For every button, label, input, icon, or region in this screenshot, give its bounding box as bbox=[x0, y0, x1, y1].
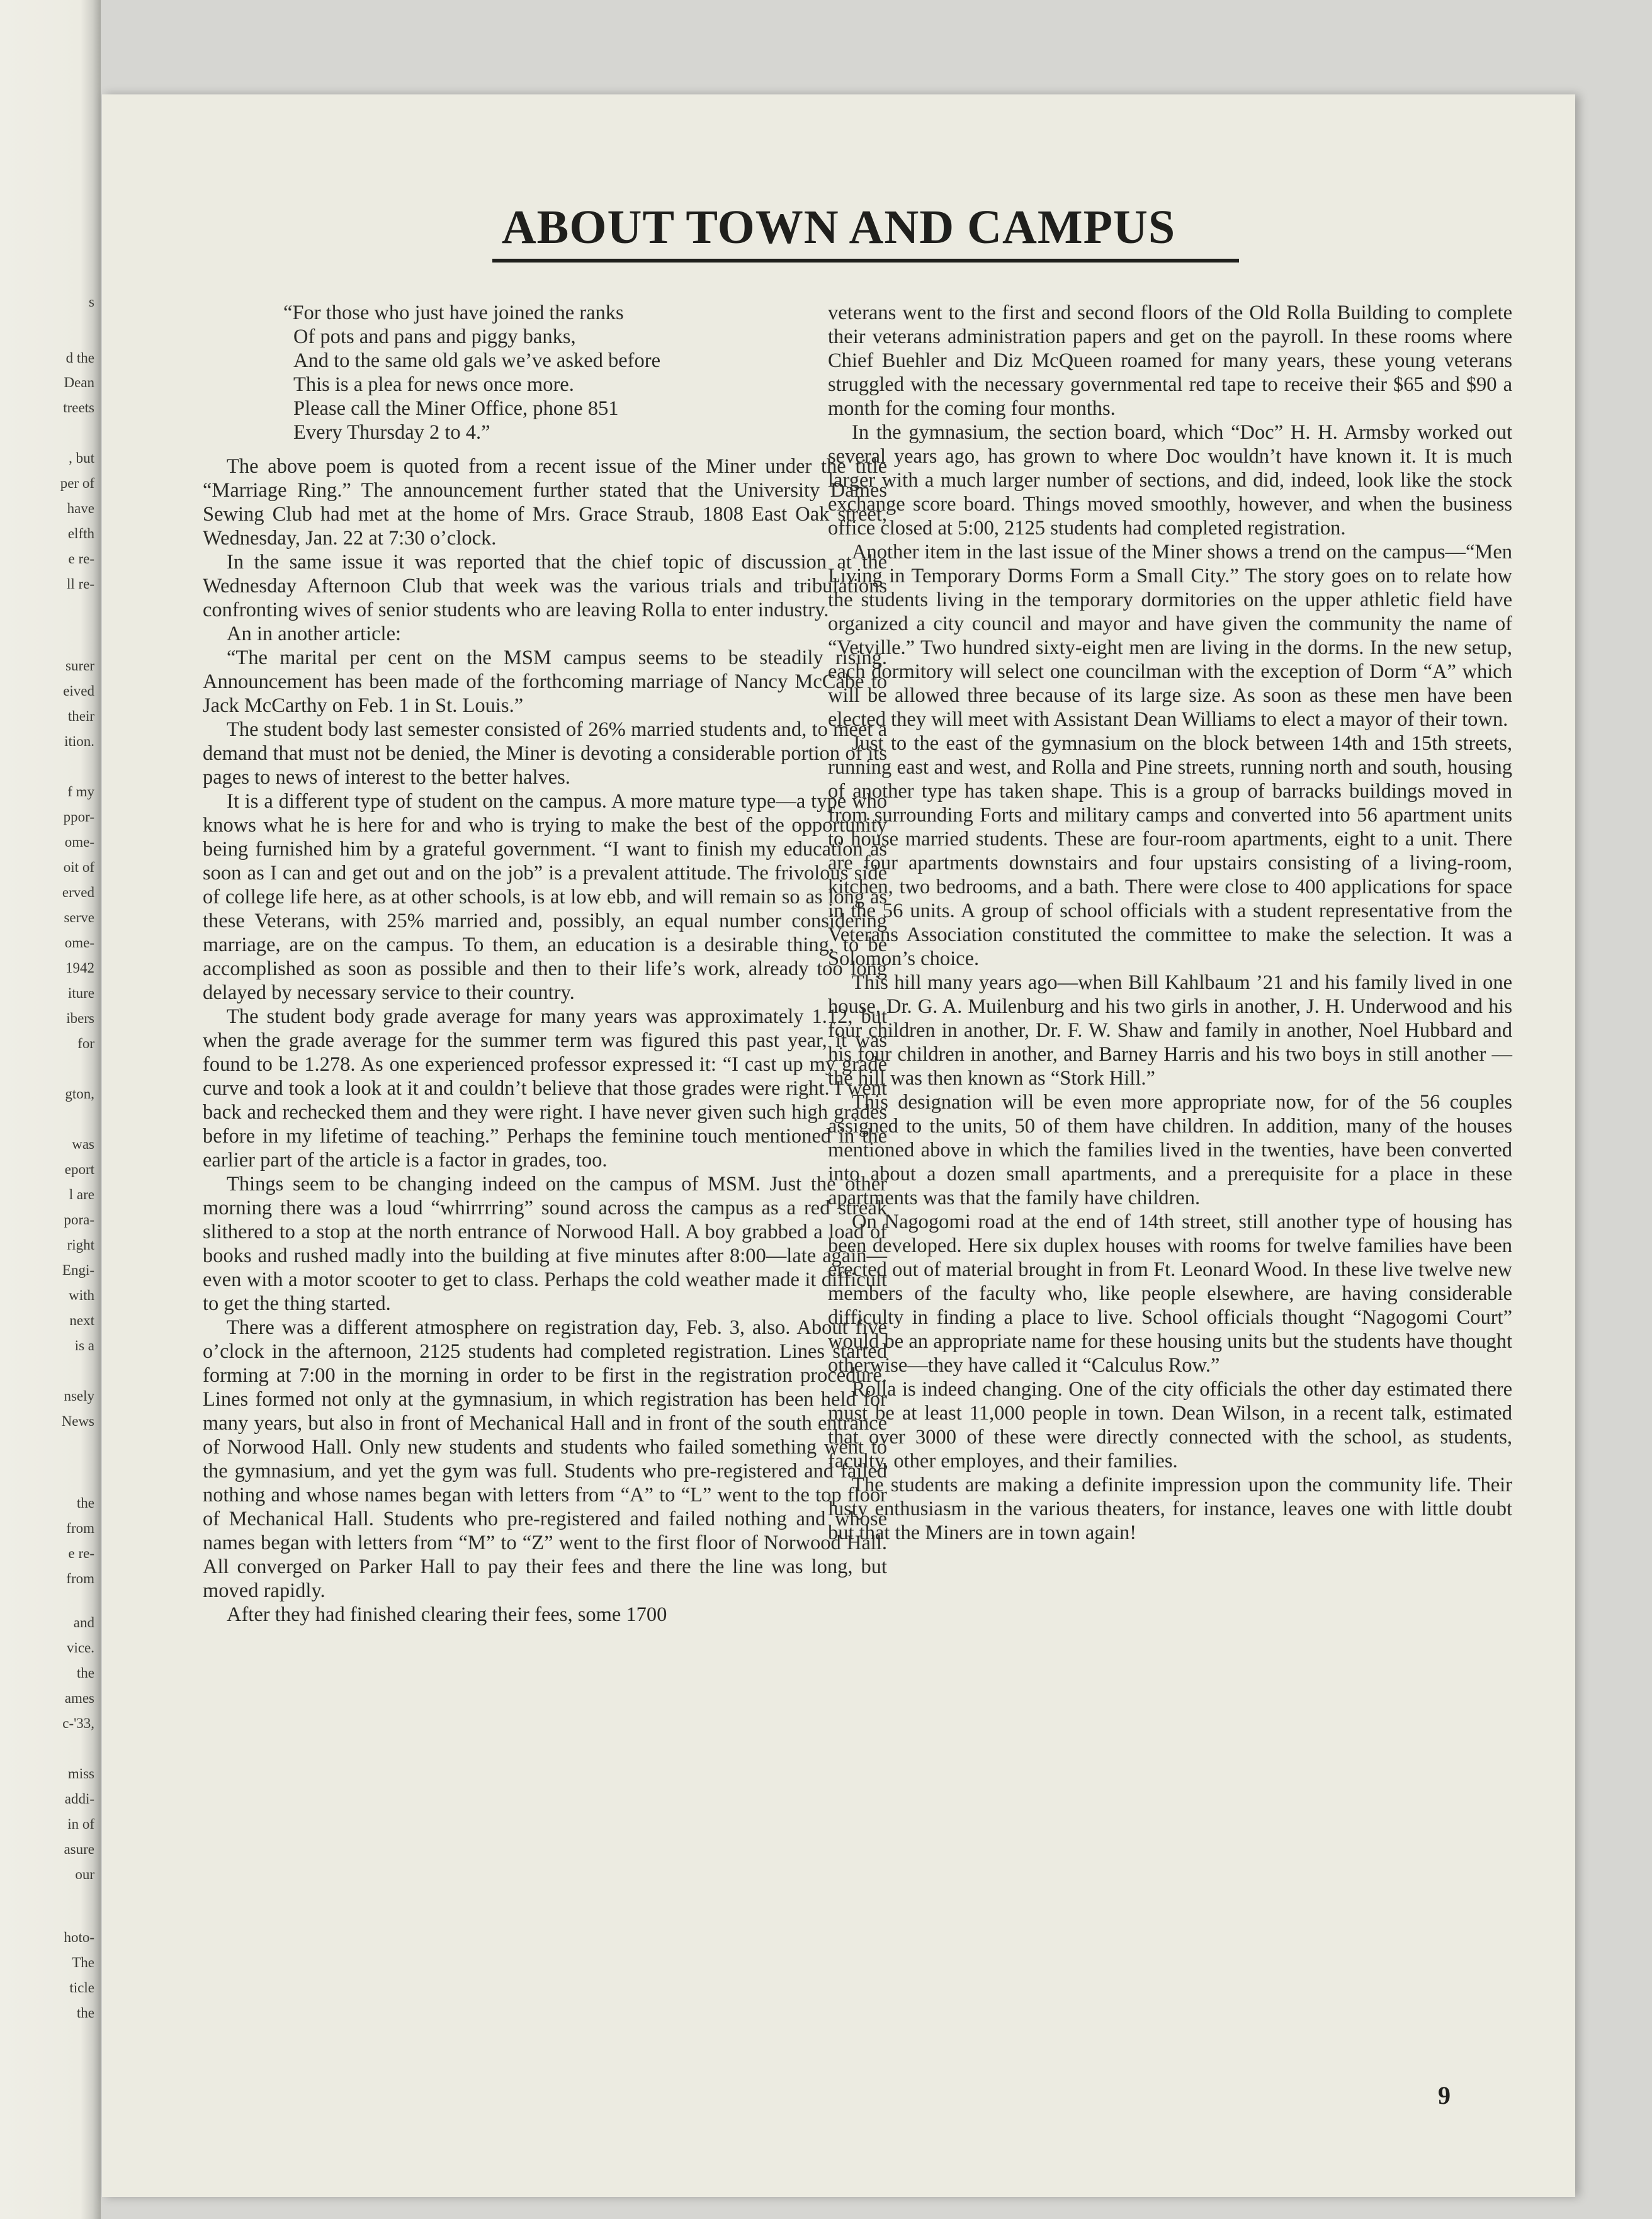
paragraph: The student body last semester consisted of 26% married students and, to meet a demand that must not be denied, the Miner is devoting a considerable portion of its pages to news of interest to the better halves. bbox=[203, 718, 887, 789]
facing-page-fragment: ticle bbox=[69, 1980, 94, 1996]
right-column bbox=[828, 301, 1512, 1545]
facing-page-fragment: their bbox=[67, 708, 94, 724]
poem-line: And to the same old gals we’ve asked before bbox=[293, 349, 661, 372]
facing-page-fragment: Engi- bbox=[62, 1262, 94, 1278]
facing-page-fragment: c-'33, bbox=[62, 1715, 94, 1731]
paragraph: This hill many years ago—when Bill Kahlbaum ’21 and his family lived in one house, Dr. G. A. Muilenburg and his two girls in another, J. H. Underwood and his four children in another, Dr. F. W. Shaw and family in another, Noel Hubbard and his four children in another, and Barney Harris and his two boys in still another — the hill was then known as “Stork Hill.” bbox=[828, 971, 1512, 1090]
facing-page-fragment: l are bbox=[69, 1187, 94, 1202]
facing-page-fragment: the bbox=[76, 1495, 94, 1511]
facing-page-fragment: ppor- bbox=[63, 809, 94, 825]
facing-page-fragment: vice. bbox=[66, 1640, 94, 1656]
facing-page-fragment: right bbox=[67, 1237, 94, 1253]
facing-page-fragment: surer bbox=[65, 658, 94, 674]
facing-page-fragment: treets bbox=[63, 400, 94, 415]
poem-line: Every Thursday 2 to 4.” bbox=[293, 421, 490, 444]
paragraph: Another item in the last issue of the Miner shows a trend on the campus—“Men Living in Temporary Dorms Form a Small City.” The story goes on to relate how the students living in the temporary dormitories on the upper athletic field have organized a city council and mayor and have given the community the name of “Vetville.” Two hundred sixty-eight men are living in the dorms. In the new setup, each dormitory will select one councilman with the exception of Dorm “A” which will be allowed three because of its large size. As soon as these men have been elected they will meet with Assistant Dean Williams to elect a mayor of their town. bbox=[828, 541, 1512, 731]
paragraph: The student body grade average for many years was approximately 1.12, but when the grade average for the summer term was figured this past year, it was found to be 1.278. As one experienced professor expressed it: “I cast up my grade curve and took a look at it and couldn’t believe that those grades were right. I went back and rechecked them and they were right. I have never given such high grades before in my lifetime of teaching.” Perhaps the feminine touch mentioned in the earlier part of the article is a factor in grades, too. bbox=[203, 1005, 887, 1172]
paragraph: On Nagogomi road at the end of 14th street, still another type of housing has been developed. Here six duplex houses with rooms for twelve families have been erected out of material brought in from Ft. Leonard Wood. In these live twelve new members of the faculty who, like people elsewhere, are having considerable difficulty in finding a place to live. School officials thought “Nagogomi Court” would be an appropriate name for these housing units but the students have thought otherwise—they have called it “Calculus Row.” bbox=[828, 1211, 1512, 1377]
paragraph: This designation will be even more appropriate now, for of the 56 couples assigned to the units, 50 of them have children. In addition, many of the houses mentioned above in which the families lived in the twenties, have been converted into about a dozen small apartments, and a prerequisite for a place in these apartments was that the family have children. bbox=[828, 1091, 1512, 1209]
facing-page-fragment: serve bbox=[64, 910, 94, 925]
facing-page-fragment: asure bbox=[64, 1841, 94, 1857]
facing-page-fragment: addi- bbox=[64, 1791, 94, 1807]
facing-page-fragment: ition. bbox=[64, 733, 94, 749]
facing-page-fragment: and bbox=[73, 1615, 94, 1630]
facing-page-fragment: nsely bbox=[64, 1388, 94, 1404]
facing-page-fragment: d the bbox=[65, 350, 94, 366]
facing-page-fragment: oit of bbox=[63, 859, 94, 875]
facing-page-fragment: the bbox=[76, 2005, 94, 2021]
paragraph: The students are making a definite impression upon the community life. Their lusty enthusiasm in the various theaters, for instance, leaves one with little doubt but that the Miners are in town again! bbox=[828, 1474, 1512, 1544]
facing-page-fragment: is a bbox=[74, 1338, 94, 1353]
poem-line: Of pots and pans and piggy banks, bbox=[293, 325, 576, 348]
facing-page-fragment: f my bbox=[67, 784, 94, 799]
facing-page-fragment: Dean bbox=[64, 375, 94, 390]
facing-page-fragment: for bbox=[77, 1036, 94, 1051]
paragraph: The above poem is quoted from a recent issue of the Miner under the title “Marriage Ring.” The announcement further stated that the University Dames Sewing Club had met at the home of Mrs. Grace Straub, 1808 East Oak street, Wednesday, Jan. 22 at 7:30 o’clock. bbox=[203, 455, 887, 550]
left-column bbox=[203, 301, 887, 1627]
poem-line: “For those who just have joined the ranks bbox=[283, 302, 624, 324]
facing-page-fragment: ome- bbox=[64, 834, 94, 850]
facing-page-fragment: s bbox=[89, 294, 94, 310]
facing-page-fragment: eport bbox=[64, 1161, 94, 1177]
facing-page-fragment: gton, bbox=[65, 1086, 94, 1102]
page-title: ABOUT TOWN AND CAMPUS bbox=[501, 201, 1176, 254]
magazine-page bbox=[102, 94, 1575, 2197]
facing-page-fragment: have bbox=[67, 500, 94, 516]
facing-page-fragment: , but bbox=[69, 450, 94, 466]
paragraph: veterans went to the first and second floors of the Old Rolla Building to complete their veterans administration papers and get on the payroll. In these rooms where Chief Buehler and Diz McQueen roamed for many years, these young veterans struggled with the necessary governmental red tape to receive their $65 and $90 a month for the coming four months. bbox=[828, 302, 1512, 420]
poem-line: Please call the Miner Office, phone 851 bbox=[293, 397, 619, 420]
facing-page-fragment: per of bbox=[60, 475, 94, 491]
paragraph: Rolla is indeed changing. One of the city officials the other day estimated there must be at least 11,000 people in town. Dean Wilson, in a recent talk, estimated that over 3000 of these were directly connected with the school, as students, faculty, other employes, and their families. bbox=[828, 1378, 1512, 1472]
paragraph: Things seem to be changing indeed on the campus of MSM. Just the other morning there was a loud “whirrrring” sound across the campus as a red streak slithered to a stop at the north entrance of Norwood Hall. A boy grabbed a load of books and rushed madly into the building at five minutes after 8:00—late again—even with a motor scooter to get to class. Perhaps the cold weather made it difficult to get the thing started. bbox=[203, 1173, 887, 1315]
facing-page-fragment: from bbox=[66, 1571, 94, 1586]
paragraph: It is a different type of student on the campus. A more mature type—a type who knows what he is here for and who is trying to make the best of the opportunity being furnished him by a grateful government. “I want to finish my education as soon as I can and get out and on the job” is a prevalent attitude. The frivolous side of college life here, as at other schools, is at low ebb, and will remain so as long as these Veterans, with 25% married and, possibly, an equal number considering marriage, are on the campus. To them, an education is a desirable thing, to be accomplished as soon as possible and then to their life’s work, already too long delayed by necessary service to their country. bbox=[203, 790, 887, 1004]
facing-page-fragment: 1942 bbox=[65, 960, 94, 976]
facing-page-fragment: with bbox=[69, 1287, 94, 1303]
paragraph: After they had finished clearing their fees, some 1700 bbox=[227, 1603, 667, 1626]
facing-page-fragment: the bbox=[76, 1665, 94, 1681]
facing-page-fragment: our bbox=[75, 1866, 94, 1882]
facing-page-fragment: e re- bbox=[68, 551, 94, 567]
facing-page-fragment: iture bbox=[67, 985, 94, 1001]
facing-page-fragment: e re- bbox=[68, 1545, 94, 1561]
facing-page-fragment: erved bbox=[62, 884, 94, 900]
facing-page-fragment: in of bbox=[67, 1816, 94, 1832]
facing-page-fragment: ibers bbox=[66, 1010, 94, 1026]
paragraph: An in another article: bbox=[227, 623, 402, 645]
facing-page-fragment: ome- bbox=[64, 935, 94, 951]
paragraph: In the gymnasium, the section board, which “Doc” H. H. Armsby worked out several years ago, has grown to where Doc wouldn’t have known it. It is much larger with a much larger number of sections, and did, indeed, look like the stock exchange score board. Things moved smoothly, however, and when the business office closed at 5:00, 2125 students had completed registration. bbox=[828, 421, 1512, 539]
facing-page-fragment: from bbox=[66, 1520, 94, 1536]
facing-page-fragment: ll re- bbox=[66, 576, 94, 592]
facing-page-fragment: The bbox=[72, 1955, 94, 1970]
paragraph: There was a different atmosphere on registration day, Feb. 3, also. About five o’clock in the afternoon, 2125 students had completed registration. Lines started forming at 7:00 in the morning in order to be first in the registration procedure. Lines formed not only at the gymnasium, in which registration has been held for many years, but also in front of Mechanical Hall and in front of the south entrance of Norwood Hall. Only new students and students who failed something went to the gymnasium, and yet the gym was full. Students who pre-registered and failed nothing and whose names began with letters from “A” to “L” went to the top floor of Mechanical Hall. Students who pre-registered and failed nothing and whose names began with letters from “M” to “Z” went to the first floor of Norwood Hall. All converged on Parker Hall to pay their fees and there the line was long, but moved rapidly. bbox=[203, 1316, 887, 1602]
facing-page-fragment: next bbox=[69, 1313, 94, 1328]
facing-page-fragment: pora- bbox=[64, 1212, 94, 1228]
title-underline bbox=[492, 259, 1239, 263]
facing-page-fragment: miss bbox=[67, 1766, 94, 1781]
facing-page-fragment: was bbox=[72, 1136, 94, 1152]
facing-page-fragment: elfth bbox=[67, 526, 94, 541]
paragraph: Just to the east of the gymnasium on the block between 14th and 15th streets, running east and west, and Rolla and Pine streets, running north and south, housing of another type has taken shape. This is a group of barracks buildings moved in from surrounding Forts and military camps and converted into 56 apartment units to house married students. These are four-room apartments, eight to a unit. There are four apartments downstairs and four upstairs consisting of a living-room, kitchen, two bedrooms, and a bath. There were close to 400 applications for space in the 56 units. A group of school officials with a student representative from the Veterans Association constituted the committee to make the selection. It was a Solomon’s choice. bbox=[828, 732, 1512, 970]
paragraph: In the same issue it was reported that the chief topic of discussion at the Wednesday Afternoon Club that week was the various trials and tribulations confronting wives of senior students who are leaving Rolla to enter industry. bbox=[203, 551, 887, 621]
facing-page-fragment: News bbox=[61, 1413, 94, 1429]
paragraph: “The marital per cent on the MSM campus seems to be steadily rising. Announcement has been made of the forthcoming marriage of Nancy McCabe to Jack McCarthy on Feb. 1 in St. Louis.” bbox=[203, 647, 887, 717]
facing-page-text bbox=[0, 0, 94, 2219]
facing-page-fragment: eived bbox=[63, 683, 94, 699]
poem bbox=[203, 301, 887, 444]
facing-page-fragment: ames bbox=[64, 1690, 94, 1706]
page-number: 9 bbox=[1438, 2081, 1451, 2109]
facing-page-edge bbox=[0, 0, 101, 2219]
facing-page-fragment: hoto- bbox=[64, 1929, 94, 1945]
poem-line: This is a plea for news once more. bbox=[293, 373, 574, 396]
